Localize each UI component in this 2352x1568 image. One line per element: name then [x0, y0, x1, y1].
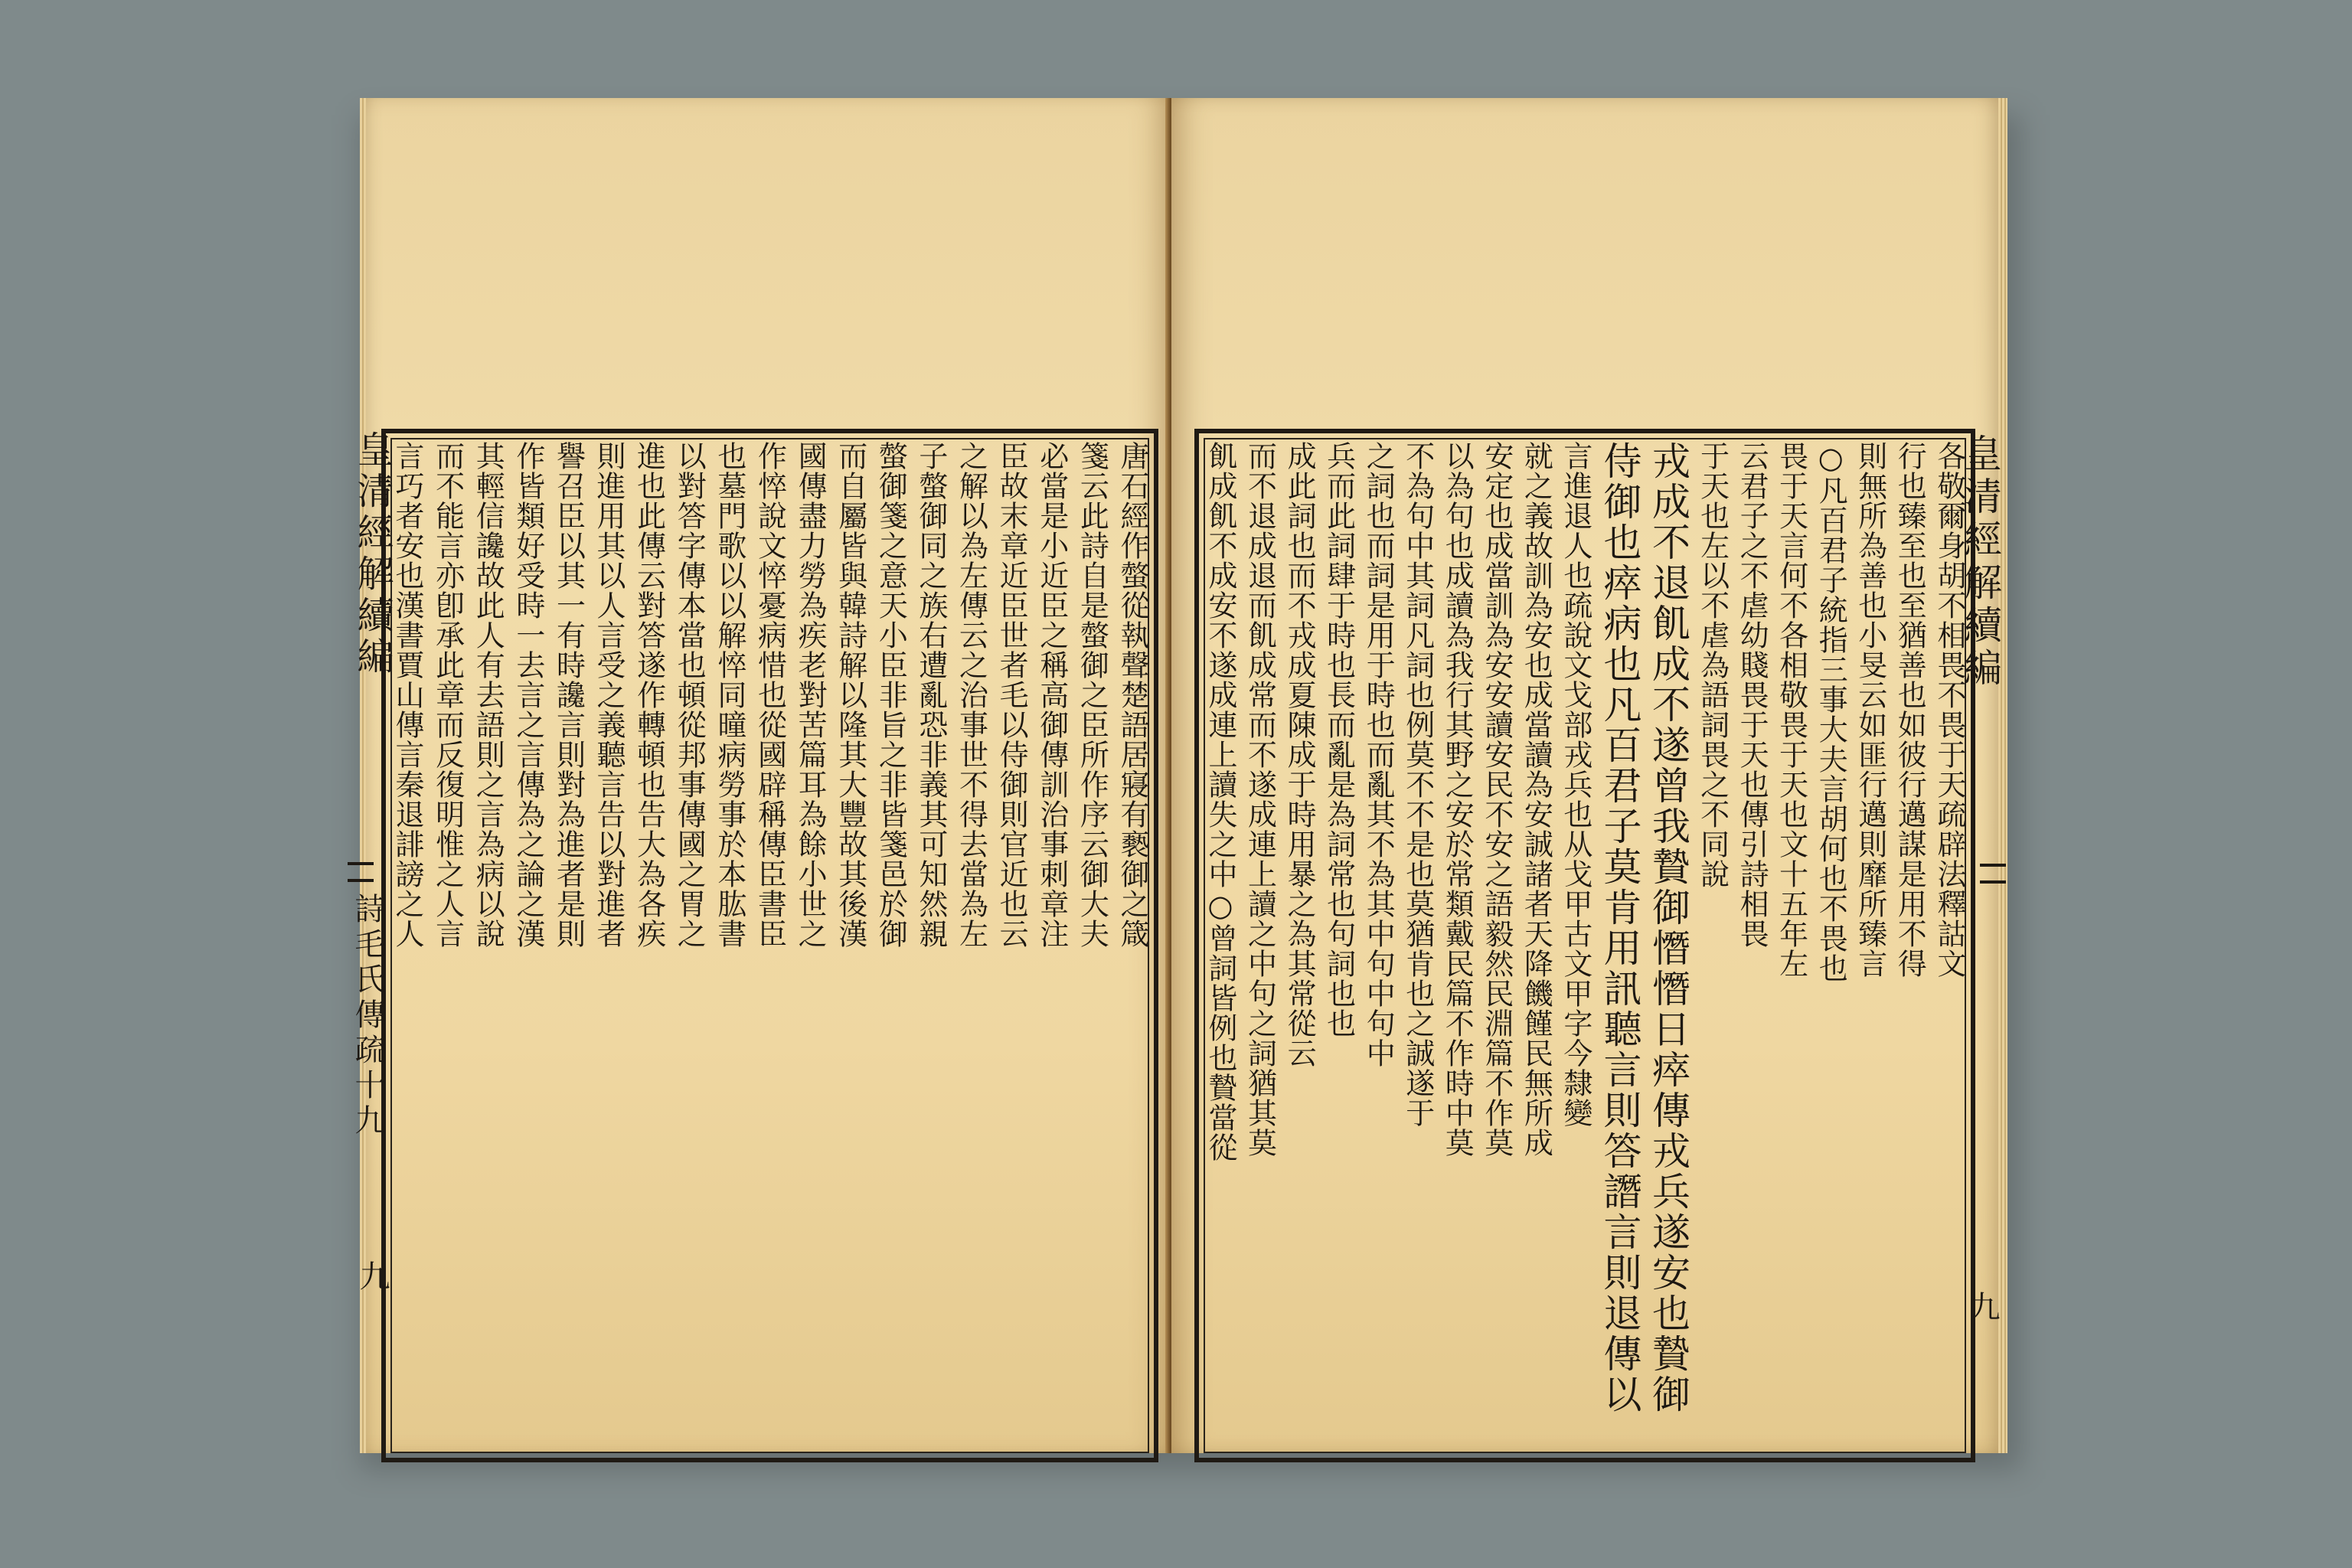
text-column: ○凡百君子統指三事大夫言胡何也不畏也	[1814, 441, 1848, 983]
text-column: 言巧者安也漢書賈山傳言秦退誹謗之人	[390, 441, 424, 949]
right-side-marker: 皇清經解續編	[1958, 433, 2002, 691]
text-column: 云君子之不虐幼賤畏于天也傳引詩相畏	[1735, 441, 1769, 949]
text-column: 臣故末章近臣世者毛以侍御則官近也云	[995, 441, 1029, 949]
text-column: 飢成飢不成安不遂成連上讀失之中○曾詞皆例也贄當從	[1204, 441, 1237, 1162]
text-column: 子螫御同之族右遭亂恐非義其可知然親	[913, 441, 948, 949]
left-running-title: 詩毛氏傳疏十九	[350, 893, 385, 1139]
text-column: 其輕信讒故此人有去語則之言為病以說	[471, 441, 505, 949]
text-column: 而自屬皆與韓詩解以隆其大豐故其後漢	[833, 441, 867, 949]
text-column: 兵而此詞肆于時也長而亂是為詞常也句詞也也	[1321, 441, 1356, 1038]
text-column: 不為句中其詞凡詞也例莫不不是也莫猶肯也之誠遂于	[1400, 441, 1435, 1128]
text-column: 而不退成退而飢成常而不遂成連上讀之中句之詞猶其莫	[1243, 441, 1277, 1158]
text-column: 之解以為左傳云之治事世不得去當為左	[954, 441, 988, 949]
text-column: 國傳盡力勞為疾老對苦篇耳為餘小世之	[793, 441, 828, 949]
text-column: 則無所為善也小旻云如匪行邁則靡所臻言	[1853, 441, 1887, 978]
text-column: 作皆類好受時一去言之言傳為之論之漢	[511, 441, 545, 949]
text-column: 安定也成當訓為安安讀安民不安之語毅然民淵篇不作莫	[1479, 441, 1514, 1158]
text-column: 于天也左以不虐為語詞畏之不同說	[1695, 441, 1730, 889]
text-column: 則進用其以人言受之義聽言告以對進者	[592, 441, 626, 949]
text-column: 以為句也成讀為我行其野之安於常類戴民篇不作時中莫	[1440, 441, 1475, 1158]
text-column: 螫御箋之意天小臣非旨之非皆箋邑於御	[874, 441, 908, 949]
text-column: 而不能言亦卽承此章而反復明惟之人言	[430, 441, 465, 949]
text-column: 成此詞也而不戎成夏陳成于時用暴之為其常從云	[1282, 441, 1317, 1068]
text-column: 以對答字傳本當也頓從邦事傳國之胃之	[672, 441, 707, 949]
text-column: 進也此傳云對答遂作轉頓也告大為各疾	[632, 441, 666, 949]
right-fish-tail-mark	[1980, 864, 2006, 884]
text-column: 各敬爾身胡不相畏不畏于天疏辟法釋詁文	[1932, 441, 1966, 978]
left-page-number: 九	[354, 1260, 390, 1291]
text-column: 戎成不退飢成不遂曾我贄御憯憯日瘁傳戎兵遂安也贄御	[1646, 441, 1691, 1415]
left-side-marker: 皇清經解續編	[351, 430, 394, 678]
text-column: 行也臻至也至猶善也如彼行邁謀是用不得	[1893, 441, 1927, 978]
text-column: 就之義故訓為安也成當讀為安誠諸者天降饑饉民無所成	[1519, 441, 1553, 1158]
text-column: 畏于天言何不各相敬畏于天也文十五年左	[1774, 441, 1808, 978]
left-page	[350, 98, 1170, 1453]
right-page-number: 九	[1965, 1291, 2000, 1321]
left-fish-tail-mark	[348, 862, 374, 882]
text-column: 之詞也而詞是用于時也而亂其不為其中句中句中	[1361, 441, 1396, 1068]
text-column: 也墓門歌以以解悴同曈病勞事於本肱書	[712, 441, 746, 949]
text-column: 言進退人也疏說文戈部戎兵也从戈甲古文甲字今隸變	[1558, 441, 1592, 1128]
text-column: 必當是小近臣之稱高御傳訓治事刺章注	[1034, 441, 1069, 949]
text-column: 譽召臣以其一有時讒言則對為進者是則	[551, 441, 586, 949]
text-column: 箋云此詩自是螫御之臣所作序云御大夫	[1075, 441, 1109, 949]
text-column: 唐石經作螫從執聲楚語居寢有褻御之箴	[1115, 441, 1149, 949]
left-text-columns	[392, 441, 1148, 1450]
left-text-frame	[350, 429, 1158, 1462]
right-page	[1171, 98, 2002, 1453]
right-text-frame	[1194, 429, 2002, 1462]
text-column: 作悴說文悴憂病惜也從國辟稱傳臣書臣	[753, 441, 787, 949]
text-column: 侍御也瘁病也凡百君子莫肯用訊聽言則答譖言則退傳以	[1597, 441, 1642, 1415]
right-text-columns	[1205, 441, 1965, 1450]
